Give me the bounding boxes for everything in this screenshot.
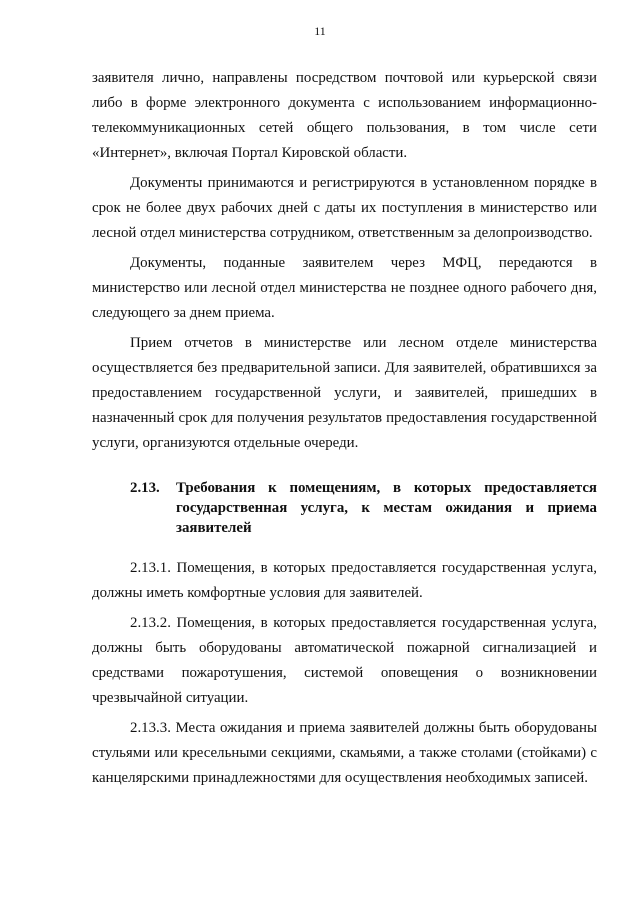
- paragraph: 2.13.2. Помещения, в которых предоставляется государственная услуга, должны быть оборудованы автоматической пожарной сигнализацией и средствами пожаротушения, системой оповещения о возникновении чрезвычайной ситуации.: [92, 615, 597, 706]
- section-number: 2.13.: [130, 480, 160, 496]
- section-title: Требования к помещениям, в которых предоставляется государственная услуга, к местам ожидания и приема заявителей: [176, 480, 597, 536]
- page-number: 11: [314, 24, 326, 38]
- paragraph: 2.13.3. Места ожидания и приема заявителей должны быть оборудованы стульями или кресельными секциями, скамьями, а также столами (стойками) с канцелярскими принадлежностями для осуществления необходимых записей.: [92, 720, 597, 786]
- paragraph: Документы принимаются и регистрируются в установленном порядке в срок не более двух рабочих дней с даты их поступления в министерство или лесной отдел министерства сотрудником, ответственным за делопроизводство.: [92, 175, 597, 241]
- paragraph-continuation: заявителя лично, направлены посредством почтовой или курьерской связи либо в форме электронного документа с использованием информационно-телекоммуникационных сетей общего пользования, в том числе сети «Интернет», включая Портал Кировской области.: [92, 70, 597, 161]
- paragraph: 2.13.1. Помещения, в которых предоставляется государственная услуга, должны иметь комфортные условия для заявителей.: [92, 560, 597, 601]
- paragraph: Документы, поданные заявителем через МФЦ, передаются в министерство или лесной отдел министерства не позднее одного рабочего дня, следующего за днем приема.: [92, 255, 597, 321]
- document-body: [92, 66, 597, 791]
- section-heading: [92, 478, 597, 538]
- paragraph: Прием отчетов в министерстве или лесном отделе министерства осуществляется без предварительной записи. Для заявителей, обратившихся за предоставлением государственной услуги, и заявителей, пришедших в назначенный срок для получения результатов предоставления государственной услуги, организуются отдельные очереди.: [92, 335, 597, 451]
